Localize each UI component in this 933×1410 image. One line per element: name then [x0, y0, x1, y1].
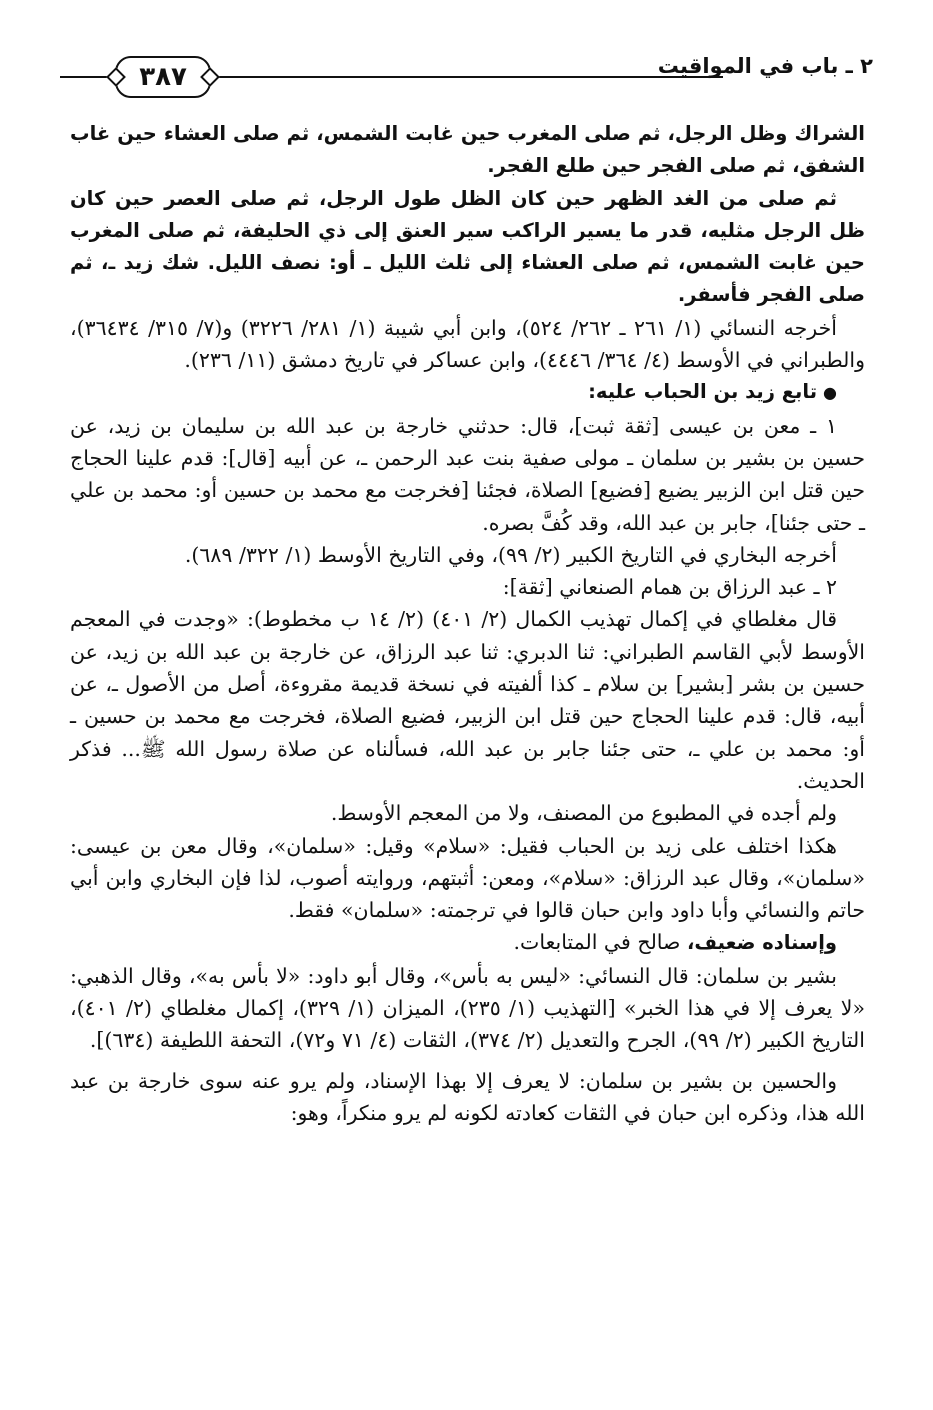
paragraph-mutaba-1: ١ ـ معن بن عيسى [ثقة ثبت]، قال: حدثني خارجة بن عبد الله بن سليمان بن زيد، عن حسين بن بشير بن سلمان ـ مولى صفية بنت عبد الرحمن ـ، عن أبيه [قال]: قدم علينا الحجاج حين قتل ابن الزبير يضيع [فضيع] الصلاة، فجئنا [فخرجت مع محمد بن حسين أو: محمد بن علي ـ حتى جئنا]، جابر بن عبد الله، وقد كُفَّ بصره.: [70, 413, 865, 535]
paragraph-mughlatay-quote: قال مغلطاي في إكمال تهذيب الكمال (٢/ ٤٠١) (٢/ ١٤ ب مخطوط): «وجدت في المعجم الأوسط لأبي القاسم الطبراني: ثنا الدبري: ثنا عبد الرزاق، عن خارجة بن عبد الله بن زيد، عن حسين بن بشر [بشير] بن سلام ـ كذا ألفيته في نسخة قديمة مقروءة، أصل من الأصول ـ، عن أبيه، قال: قدم علينا الحجاج حين قتل ابن الزبير، فضيع الصلاة، فخرجت مع محمد بن حسين ـ أو: محمد بن علي ـ، حتى جئنا جابر بن عبد الله، فسألناه عن صلاة رسول الله ﷺ... فذكر الحديث.: [70, 607, 865, 793]
header-rule: [210, 76, 723, 78]
page-number: ٣٨٧: [139, 62, 187, 92]
paragraph-takhrij-1: أخرجه النسائي (١/ ٢٦١ ـ ٢٦٢/ ٥٢٤)، وابن أبي شيبة (١/ ٢٨١/ ٣٢٢٦) و(٧/ ٣١٥/ ٣٦٤٣٤)، والطبراني في الأوسط (٤/ ٣٦٤/ ٤٤٤٦)، وابن عساكر في تاريخ دمشق (١١/ ٢٣٦).: [70, 315, 865, 373]
paragraph-note: ولم أجده في المطبوع من المصنف، ولا من المعجم الأوسط.: [330, 801, 837, 826]
paragraph-takhrij-2: أخرجه البخاري في التاريخ الكبير (٢/ ٩٩)، وفي التاريخ الأوسط (١/ ٣٢٢/ ٦٨٩).: [184, 542, 837, 567]
page-number-badge: [115, 56, 211, 98]
section-heading: [70, 376, 865, 409]
paragraph-matn-2: ثم صلى من الغد الظهر حين كان الظل طول الرجل، ثم صلى العصر حين كان ظل الرجل مثليه، قدر ما يسير الراكب سير العنق إلى ذي الحليفة، ثم صلى المغرب حين غابت الشمس، ثم صلى العشاء إلى ثلث الليل ـ أو: نصف الليل. شك زيد ـ، ثم صلى الفجر فأسفر.: [70, 186, 865, 307]
verdict-text: صالح في المتابعات.: [513, 930, 687, 955]
page-body: [70, 118, 865, 1129]
verdict-lead: وإسناده ضعيف،: [686, 931, 837, 955]
bullet-icon: ●: [823, 383, 837, 403]
paragraph-matn-1: الشراك وظل الرجل، ثم صلى المغرب حين غابت الشمس، ثم صلى العشاء حين غاب الشفق، ثم صلى الفجر حين طلع الفجر.: [70, 122, 865, 178]
paragraph-narrator-husayn: والحسين بن بشير بن سلمان: لا يعرف إلا بهذا الإسناد، ولم يرو عنه سوى خارجة بن عبد الله هذا، وذكره ابن حبان في الثقات كعادته لكونه لم يرو منكراً، وهو:: [70, 1068, 865, 1125]
section-heading-text: تابع زيد بن الحباب عليه:: [588, 380, 818, 404]
paragraph-narrator-bashir: بشير بن سلمان: قال النسائي: «ليس به بأس»، وقال أبو داود: «لا بأس به»، وقال الذهبي: «لا يعرف إلا في هذا الخبر» [التهذيب (١/ ٢٣٥)، الميزان (١/ ٣٢٩)، إكمال مغلطاي (٢/ ٤٠١)، التاريخ الكبير (٢/ ٩٩)، الجرح والتعديل (٢/ ٣٧٤)، الثقات (٤/ ٧١ و٧٢)، التحفة اللطيفة (٦٣٤)].: [70, 963, 865, 1053]
page-header: [60, 52, 873, 96]
paragraph-mutaba-2: ٢ ـ عبد الرزاق بن همام الصنعاني [ثقة]:: [502, 575, 837, 600]
paragraph-verdict: [70, 926, 865, 959]
paragraph-ikhtilaf: هكذا اختلف على زيد بن الحباب فقيل: «سلام» وقيل: «سلمان»، وقال معن بن عيسى: «سلمان»، وقال عبد الرزاق: «سلام»، ومعن: أثبتهم، وروايته أصوب، لذا فإن البخاري وابن أبي حاتم والنسائي وأبا داود وابن حبان قالوا في ترجمته: «سلمان» فقط.: [70, 833, 865, 923]
running-title: ٢ ـ باب في المواقيت: [657, 54, 873, 78]
